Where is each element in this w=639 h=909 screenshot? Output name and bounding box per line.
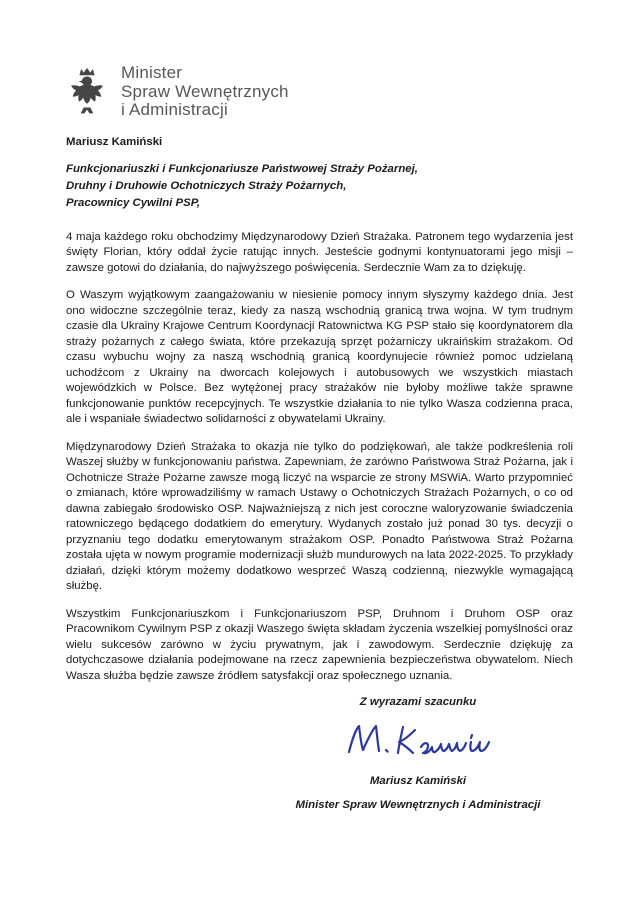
sender-name: Mariusz Kamiński: [66, 135, 163, 148]
signature-image: [343, 720, 493, 762]
letter-paragraph: 4 maja każdego roku obchodzimy Międzynarodowy Dzień Strażaka. Patronem tego wydarzenia jest święty Florian, który oddał życie ratując innych. Jesteście godnymi kontynuatorami jego misji – zawsze gotowi do działania, do najwyższego poświęcenia. Serdecznie Wam za to dziękuję.: [66, 230, 573, 274]
ministry-logo: [66, 64, 573, 120]
signature-block: [263, 696, 573, 811]
salutation-line: Funkcjonariuszki i Funkcjonariusze Państwowej Straży Pożarnej,: [66, 162, 418, 175]
ministry-name-line: Minister: [121, 63, 183, 82]
letter-paragraph: Wszystkim Funkcjonariuszkom i Funkcjonariuszom PSP, Druhnom i Druhom OSP oraz Pracownikom Cywilnym PSP z okazji Waszego święta składam życzenia wszelkiej pomyślności oraz wielu sukcesów zarówno w życiu prywatnym, jak i zawodowym. Serdecznie dziękuję za dotychczasowe działania podejmowane na rzecz zapewnienia bezpieczeństwa obywatelom. Niech Wasza służba będzie zawsze źródłem satysfakcji oraz społecznego uznania.: [66, 607, 573, 682]
signatory-title: Minister Spraw Wewnętrznych i Administracji: [295, 799, 541, 811]
handwritten-signature: [263, 718, 573, 769]
closing-phrase: Z wyrazami szacunku: [359, 696, 477, 708]
salutation-line: Druhny i Druhowie Ochotniczych Straży Pożarnych,: [66, 179, 347, 192]
coat-of-arms-eagle-icon: [66, 67, 108, 117]
signatory-name: Mariusz Kamiński: [369, 775, 467, 787]
letter-paragraph: Międzynarodowy Dzień Strażaka to okazja nie tylko do podziękowań, ale także podkreślenia roli Waszej służby w funkcjonowaniu państwa. Zapewniam, że zarówno Państwowa Straż Pożarna, jak i Ochotnicze Straże Pożarne zawsze mogą liczyć na wsparcie ze strony MSWiA. Warto przypomnieć o zmianach, które wprowadziliśmy w ramach Ustawy o Ochotniczych Strażach Pożarnych, o co od dawna zabiegało środowisko OSP. Najważniejszą z nich jest coroczne waloryzowanie świadczenia ratowniczego będącego dodatkiem do emerytury. Wydanych zostało już ponad 30 tys. decyzji o przyznaniu tego dodatku emerytowanym strażakom OSP. Ponadto Państwowa Straż Pożarna została ujęta w nowym programie modernizacji służb mundurowych na lata 2022-2025. To przykłady działań, dzięki którym możemy dodatkowo wesprzeć Waszą codzienną, niezwykle wymagającą służbę.: [66, 440, 573, 592]
ministry-name-line: i Administracji: [121, 100, 228, 119]
ministry-name-line: Spraw Wewnętrznych: [121, 81, 289, 101]
salutation: [66, 161, 573, 212]
letter-paragraph: O Waszym wyjątkowym zaangażowaniu w niesienie pomocy innym słyszymy każdego dnia. Jest ono widoczne szczególnie teraz, kiedy za naszą wschodnią granicą trwa wojna. W tym trudnym czasie dla Ukrainy Krajowe Centrum Koordynacji Ratownictwa KG PSP stało się koordynatorem dla straży pożarnych z całego świata, które przekazują sprzęt pożarniczy ukraińskim strażakom. Od czasu wybuchu wojny za naszą wschodnią granicą koordynujecie również pomoc udzielaną uchodźcom z Ukrainy na dworcach kolejowych i autobusowych we wszystkich miastach wojewódzkich w Polsce. Bez wytężonej pracy strażaków nie byłoby możliwe także sprawne funkcjonowanie punktów recepcyjnych. Te wszystkie działania to nie tylko Wasza codzienna praca, ale i wspaniałe świadectwo solidarności z obywatelami Ukrainy.: [66, 289, 573, 425]
salutation-line: Pracownicy Cywilni PSP,: [66, 196, 201, 209]
ministry-name: [121, 64, 289, 120]
